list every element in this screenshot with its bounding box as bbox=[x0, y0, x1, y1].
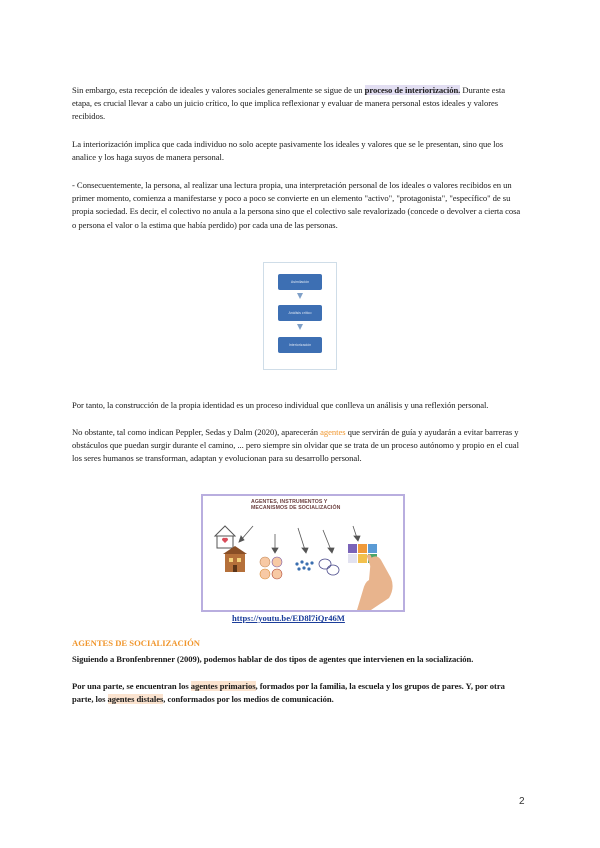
school-building-icon bbox=[223, 546, 247, 572]
paragraph-agents-guide: No obstante, tal como indican Peppler, Sedas y Dalm (2020), aparecerán agentes que servirán de guía y ayudarán a evitar barreras y obstáculos que puedan surgir durante el camino, ... pero siempre sin olvidar que se trata de un proceso autónomo y propio en el cual los seres humanos se transforman, adaptan y evolucionan para su desarrollo personal. bbox=[72, 427, 519, 464]
paragraph-consequently: - Consecuentemente, la persona, al realizar una lectura propia, una interpretación personal de los ideales o valores recibidos en un primer momento, comienza a manifestarse y poco a poco se convierte en un elemento "activo", "protagonista", "específico" de su propia sociedad. Es decir, el colectivo no anula a la persona sino que el colectivo sale revalorizado (concede o devolver a cierta cosa o persona el valor o la estima que había perdido) por cada una de las personas. bbox=[72, 180, 521, 230]
flow-arrow-1 bbox=[297, 293, 303, 299]
process-flow-diagram bbox=[263, 262, 337, 370]
thumbnail-title: AGENTES, INSTRUMENTOS Y MECANISMOS DE SOCIALIZACIÓN bbox=[251, 499, 341, 511]
paragraph-bronfenbrenner: Siguiendo a Bronfenbrenner (2009), podemos hablar de dos tipos de agentes que intervienen en la socialización. bbox=[72, 654, 474, 664]
heart-house-icon bbox=[215, 526, 235, 548]
highlight-agentes: agentes bbox=[320, 427, 346, 437]
flow-arrow-2 bbox=[297, 324, 303, 330]
flow-step-3: Interiorización bbox=[278, 337, 322, 353]
video-link[interactable]: https://youtu.be/ED8l7iQr46M bbox=[232, 613, 345, 623]
crowd-icon bbox=[295, 560, 313, 570]
paragraph-interiorization-definition: La interiorización implica que cada individuo no solo acepte pasivamente los ideales y valores que se le presentan, sino que los analice y los haga suyos de manera personal. bbox=[72, 139, 504, 163]
page-number: 2 bbox=[519, 796, 525, 807]
chat-bubbles-icon bbox=[319, 559, 339, 575]
video-thumbnail-image[interactable] bbox=[201, 494, 405, 612]
flow-step-1: Asimilación bbox=[278, 274, 322, 290]
highlight-agentes-primarios: agentes primarios bbox=[190, 681, 256, 691]
peer-group-icon bbox=[260, 557, 282, 579]
paragraph-identity-construction: Por tanto, la construcción de la propia identidad es un proceso individual que conlleva un análisis y una reflexión personal. bbox=[72, 400, 489, 410]
socialization-illustration bbox=[203, 496, 403, 610]
flow-step-2: Análisis crítico bbox=[278, 305, 322, 321]
highlight-agentes-distales: agentes distales bbox=[107, 694, 164, 705]
highlight-proceso-interiorizacion: proceso de interiorización. bbox=[364, 85, 461, 95]
paragraph-agent-types: Por una parte, se encuentran los agentes primarios, formados por la familia, la escuela y los grupos de pares. Y, por otra parte, los agentes distales, conformados por los medios de comunicación. bbox=[72, 681, 505, 705]
paragraph-interiorization-intro: Sin embargo, esta recepción de ideales y valores sociales generalmente se sigue de un proceso de interiorización. Durante esta etapa, es crucial llevar a cabo un juicio crítico, lo que implica reflexionar y evaluar de manera personal estos ideales y valores recibidos. bbox=[72, 85, 505, 122]
section-heading: AGENTES DE SOCIALIZACIÓN bbox=[72, 638, 200, 648]
